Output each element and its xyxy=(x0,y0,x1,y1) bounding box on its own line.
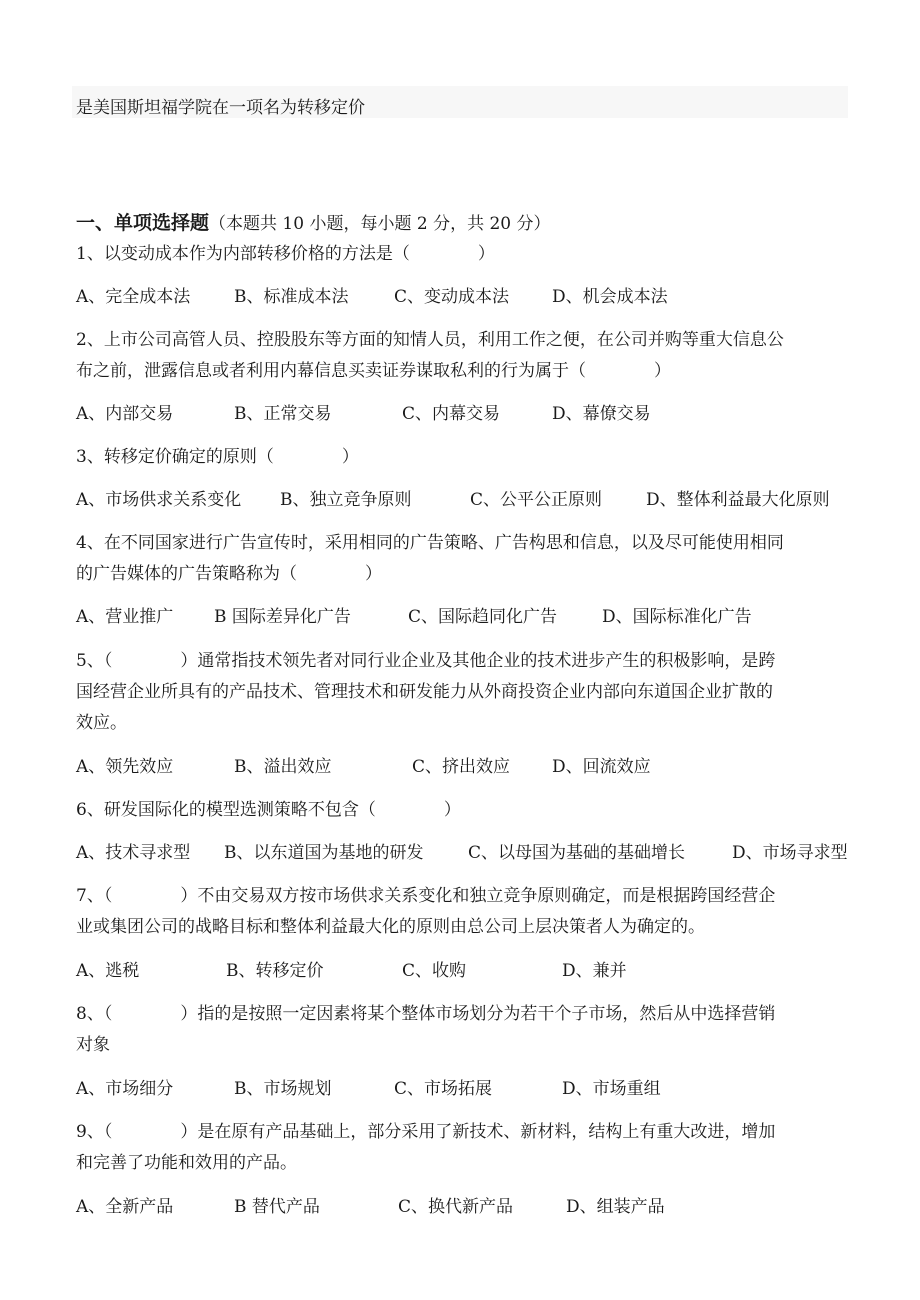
option-c: C、收购 xyxy=(402,961,467,981)
question-8-line-2: 对象 xyxy=(76,1035,110,1055)
option-a: A、完全成本法 xyxy=(76,287,191,307)
option-b: B 替代产品 xyxy=(234,1197,320,1217)
option-c: C、以母国为基础的基础增长 xyxy=(468,843,686,863)
question-7-line-1: 7、（ ）不由交易双方按市场供求关系变化和独立竞争原则确定，而是根据跨国经营企 xyxy=(76,886,776,906)
question-9-options xyxy=(76,1196,866,1218)
option-a: A、技术寻求型 xyxy=(76,843,191,863)
header-text: 是美国斯坦福学院在一项名为转移定价 xyxy=(76,98,365,118)
question-4-line-2: 的广告媒体的广告策略称为（ ） xyxy=(76,564,382,584)
question-8-line-1: 8、（ ）指的是按照一定因素将某个整体市场划分为若干个子市场，然后从中选择营销 xyxy=(76,1004,776,1024)
option-d: D、机会成本法 xyxy=(552,287,668,307)
option-a: A、市场细分 xyxy=(76,1079,174,1099)
option-d: D、回流效应 xyxy=(552,757,651,777)
question-5-line-1: 5、（ ）通常指技术领先者对同行业企业及其他企业的技术进步产生的积极影响，是跨 xyxy=(76,651,776,671)
option-b: B、正常交易 xyxy=(234,404,332,424)
option-a: A、逃税 xyxy=(76,961,140,981)
question-8-options xyxy=(76,1078,866,1100)
option-a: A、市场供求关系变化 xyxy=(76,490,242,510)
question-5-line-3: 效应。 xyxy=(76,713,127,733)
option-b: B、以东道国为基地的研发 xyxy=(224,843,424,863)
option-c: C、公平公正原则 xyxy=(470,490,603,510)
question-3-options xyxy=(76,489,866,511)
question-3-line-1: 3、转移定价确定的原则（ ） xyxy=(76,447,359,467)
question-4-line-1: 4、在不同国家进行广告宣传时，采用相同的广告策略、广告构思和信息，以及尽可能使用相同 xyxy=(76,533,784,553)
question-5-options xyxy=(76,756,866,778)
option-c: C、挤出效应 xyxy=(412,757,511,777)
option-b: B 国际差异化广告 xyxy=(214,607,351,627)
option-b: B、标准成本法 xyxy=(234,287,349,307)
option-c: C、变动成本法 xyxy=(394,287,510,307)
option-a: A、营业推广 xyxy=(76,607,174,627)
option-d: D、兼并 xyxy=(562,961,627,981)
question-2-line-2: 布之前，泄露信息或者利用内幕信息买卖证券谋取私利的行为属于（ ） xyxy=(76,361,671,381)
option-a: A、全新产品 xyxy=(76,1197,174,1217)
section-title-note: （本题共 10 小题，每小题 2 分，共 20 分） xyxy=(209,214,551,234)
option-b: B、独立竞争原则 xyxy=(280,490,412,510)
option-b: B、溢出效应 xyxy=(234,757,332,777)
option-d: D、组装产品 xyxy=(566,1197,665,1217)
option-d: D、国际标准化广告 xyxy=(602,607,752,627)
question-5-line-2: 国经营企业所具有的产品技术、管理技术和研发能力从外商投资企业内部向东道国企业扩散的 xyxy=(76,682,773,702)
question-7-options xyxy=(76,960,866,982)
option-a: A、领先效应 xyxy=(76,757,174,777)
question-4-options xyxy=(76,606,866,628)
question-9-line-1: 9、（ ）是在原有产品基础上，部分采用了新技术、新材料，结构上有重大改进，增加 xyxy=(76,1122,776,1142)
option-c: C、市场拓展 xyxy=(394,1079,493,1099)
question-6-line-1: 6、研发国际化的模型选测策略不包含（ ） xyxy=(76,800,461,820)
question-7-line-2: 业或集团公司的战略目标和整体利益最大化的原则由总公司上层决策者人为确定的。 xyxy=(76,917,705,937)
section-title xyxy=(76,208,551,235)
option-c: C、换代新产品 xyxy=(398,1197,514,1217)
option-d: D、市场重组 xyxy=(562,1079,661,1099)
option-a: A、内部交易 xyxy=(76,404,174,424)
option-c: C、内幕交易 xyxy=(402,404,501,424)
option-b: B、转移定价 xyxy=(226,961,324,981)
option-b: B、市场规划 xyxy=(234,1079,332,1099)
question-6-options xyxy=(76,842,866,864)
question-1-line-1: 1、以变动成本作为内部转移价格的方法是（ ） xyxy=(76,244,495,264)
option-c: C、国际趋同化广告 xyxy=(408,607,558,627)
question-9-line-2: 和完善了功能和效用的产品。 xyxy=(76,1153,297,1173)
question-2-options xyxy=(76,403,866,425)
question-2-line-1: 2、上市公司高管人员、控股股东等方面的知情人员，利用工作之便，在公司并购等重大信息公 xyxy=(76,330,784,350)
option-d: D、幕僚交易 xyxy=(552,404,651,424)
option-d: D、市场寻求型 xyxy=(732,843,848,863)
question-1-options xyxy=(76,286,866,308)
option-d: D、整体利益最大化原则 xyxy=(646,490,830,510)
section-title-main: 一、单项选择题 xyxy=(76,212,210,234)
